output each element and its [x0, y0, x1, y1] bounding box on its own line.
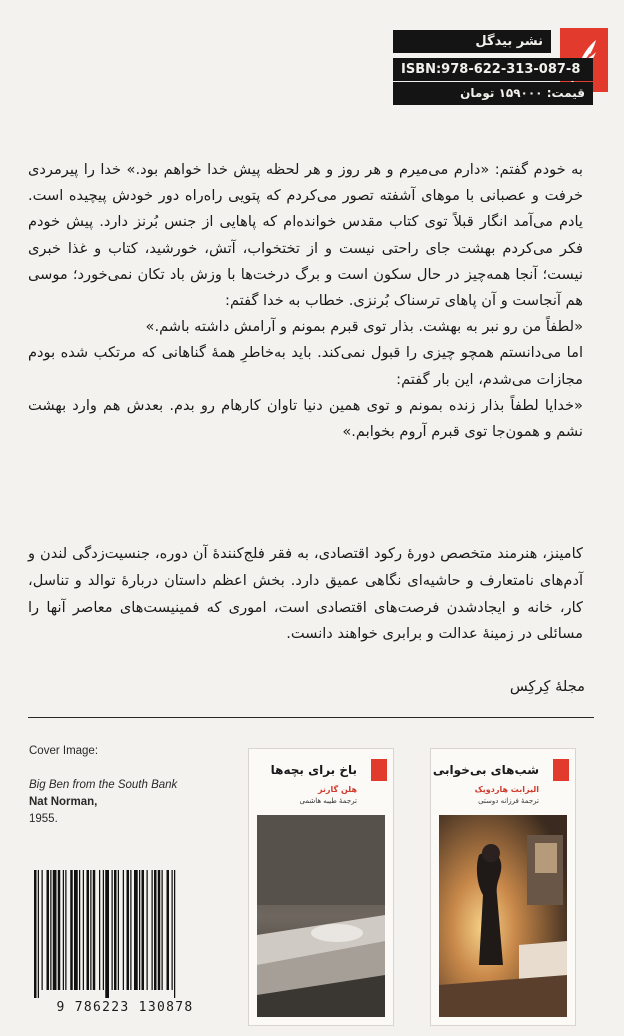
- book-cover-photo: [439, 815, 567, 1017]
- excerpt-paragraph: «لطفاً من رو نبر به بهشت. بذار توی قبرم بمونم و آرامش داشته باشم.»: [145, 318, 583, 336]
- book-title: شب‌های بی‌خوابی: [432, 763, 539, 777]
- excerpt-paragraph: «خدایا لطفاً بذار زنده بمونم و توی همین دنیا تاوان کارهام رو بدم. بعدش هم وارد بهشت نشم و همون‌جا توی قبرم آروم بخوابم.»: [28, 396, 583, 441]
- review-paragraph: کامینز، هنرمند متخصص دورهٔ رکود اقتصادی، به فقر فلج‌کنندهٔ آن دوره، جنسیت‌زدگی لندن و آدم‌های نامتعارف و حاشیه‌ای نگاهی عمیق دارد. بخش اعظم داستان دربارهٔ توالد و تناسل، کار، خانه و ایجادشدن فرصت‌های اقتصادی است، اموری که فمینیست‌های معاصر آنها را مسائلی در زمینهٔ عدالت و برابری خواهند دانست.: [28, 545, 583, 643]
- book-title: باخ برای بچه‌ها: [270, 763, 357, 777]
- book-author: هلن گارنر: [317, 785, 357, 794]
- book-translator: ترجمهٔ طیبه هاشمی: [299, 797, 357, 805]
- barcode: [30, 870, 220, 1004]
- book-author: الیزابت هاردویک: [474, 785, 539, 794]
- publisher-name: نشر بیدگل: [393, 30, 551, 53]
- cover-credit-year: 1955.: [29, 813, 58, 825]
- isbn-label: ISBN:978-622-313-087-8: [393, 58, 593, 81]
- excerpt-text: [28, 157, 583, 445]
- book-cover-photo: [257, 815, 385, 1017]
- excerpt-paragraph: به خودم گفتم: «دارم می‌میرم و هر روز و هر لحظه پیش خدا خواهم بود.» خدا را پیرمردی خرفت و عصبانی با موهای آشفته تصور می‌کردم که پتویی راه‌راه دور خودش پیچیده است. یادم می‌آمد انگار قبلاً توی کتاب مقدس خوانده‌ام که پاهایی از جنس بُرنز دارد. پیش خودم فکر می‌کردم بهشت جای راحتی نیست و از تختخواب، آتش، خورشید، کتاب و غذا خبری نیست؛ آنجا همه‌چیز در حال سکون است و برگ درخت‌ها با وزش باد تکان نمی‌خورد؛ موسی هم آنجاست و آن پاهای ترسناک بُرنزی. خطاب به خدا گفتم:: [28, 161, 583, 310]
- book-thumbnail: [248, 748, 394, 1026]
- book-thumbnail: [430, 748, 576, 1026]
- divider: [28, 717, 594, 718]
- cover-credit-title: Big Ben from the South Bank: [29, 779, 178, 791]
- excerpt-paragraph: اما می‌دانستم همچو چیزی را قبول نمی‌کند. باید به‌خاطرِ همهٔ گناهانی که مرتکب شده بودم مجازات می‌شدم، این بار گفتم:: [28, 344, 583, 388]
- review-source: مجلهٔ کِرکِس: [509, 678, 585, 695]
- book-translator: ترجمهٔ فرزانه دوستی: [478, 797, 539, 805]
- review-quote: [28, 541, 583, 648]
- book-publisher-logo: [371, 759, 387, 781]
- book-publisher-logo: [553, 759, 569, 781]
- cover-credit-artist: Nat Norman,: [29, 796, 98, 808]
- cover-credit: [29, 743, 239, 828]
- price-label: قیمت: ۱۵۹۰۰۰ تومان: [393, 82, 593, 105]
- barcode-digits: 9 786223 130878: [56, 1000, 194, 1015]
- cover-credit-label: Cover Image:: [29, 745, 99, 757]
